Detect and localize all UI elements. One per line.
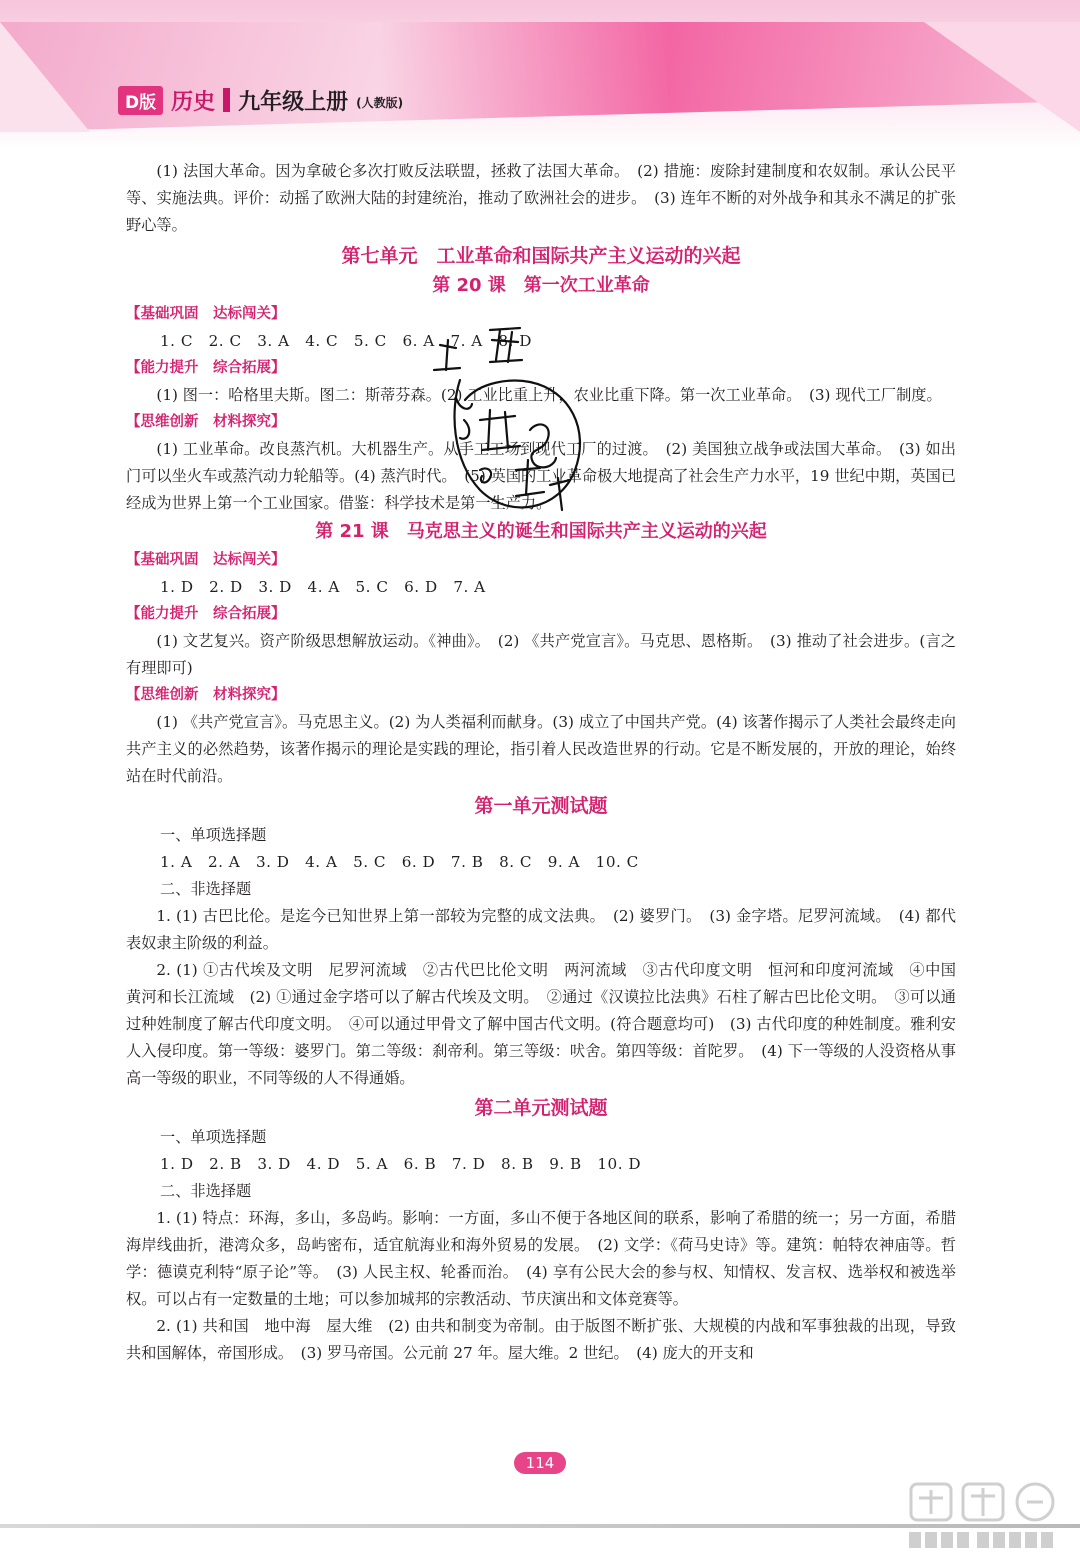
section-tag: 【能力提升 综合拓展】 bbox=[126, 360, 286, 376]
section-tag: 【基础巩固 达标闯关】 bbox=[126, 552, 286, 568]
section-tag: 【思维创新 材料探究】 bbox=[126, 414, 286, 430]
answer-paragraph: (1) 《共产党宣言》。马克思主义。(2) 为人类福利而献身。(3) 成立了中国共产党。(4) 该著作揭示了人类社会最终走向共产主义的必然趋势，该著作揭示的理论是实践的理论，指引着人民改造世界的行动。它是不断发展的，开放的理论，始终站在时代前沿。 bbox=[126, 713, 956, 785]
answer-paragraph: (1) 文艺复兴。资产阶级思想解放运动。《神曲》。 (2) 《共产党宣言》。马克思、恩格斯。 (3) 推动了社会进步。(言之有理即可) bbox=[126, 632, 956, 677]
page-number: 114 bbox=[514, 1452, 566, 1474]
header-banner bbox=[0, 0, 1080, 150]
handwritten-watermark bbox=[420, 320, 600, 540]
answer-paragraph: (1) 图一：哈格里夫斯。图二：斯蒂芬森。(2) 工业比重上升，农业比重下降。第一次工业革命。 (3) 现代工厂制度。 bbox=[156, 386, 942, 404]
question-section-label: 二、非选择题 bbox=[160, 1182, 252, 1200]
test-title: 第一单元测试题 bbox=[474, 795, 608, 817]
answer-key-row: 1. D 2. B 3. D 4. D 5. A 6. B 7. D 8. B 9. B 10. D bbox=[160, 1155, 642, 1173]
answer-paragraph: (1) 法国大革命。因为拿破仑多次打败反法联盟，拯救了法国大革命。 (2) 措施：废除封建制度和农奴制。承认公民平等、实施法典。评价：动摇了欧洲大陆的封建统治，推动了欧洲社会的进步。 (3) 连年不断的对外战争和其永不满足的扩张野心等。 bbox=[126, 162, 956, 234]
unit-title: 第七单元 工业革命和国际共产主义运动的兴起 bbox=[341, 245, 741, 267]
question-section-label: 二、非选择题 bbox=[160, 880, 252, 898]
version-label: (人教版) bbox=[356, 95, 404, 110]
answer-paragraph: 1. (1) 特点：环海，多山，多岛屿。影响：一方面，多山不便于各地区间的联系，影响了希腊的统一；另一方面，希腊海岸线曲折，港湾众多，岛屿密布，适宜航海业和海外贸易的发展。 (2) 文学：《荷马史诗》等。建筑：帕特农神庙等。哲学：德谟克利特“原子论”等。 (3) 人民主权、轮番而治。 (4) 享有公民大会的参与权、知情权、发言权、选举权和被选举权。可以占有一定数量的土地；可以参加城邦的宗教活动、节庆演出和文体竞赛等。 bbox=[126, 1209, 956, 1308]
answer-paragraph: 2. (1) ①古代埃及文明 尼罗河流域 ②古代巴比伦文明 两河流域 ③古代印度文明 恒河和印度河流域 ④中国 黄河和长江流域 (2) ①通过金字塔可以了解古代埃及文明。 ②通过《汉谟拉比法典》石柱了解古巴比伦文明。 ③可以通过种姓制度了解古代印度文明。 ④可以通过甲骨文了解中国古代文明。(符合题意均可) (3) 古代印度的种姓制度。雅利安人入侵印度。第一等级：婆罗门。第二等级：刹帝利。第三等级：吠舍。第四等级：首陀罗。 (4) 下一等级的人没资格从事高一等级的职业，不同等级的人不得通婚。 bbox=[126, 961, 972, 1087]
brand-divider bbox=[223, 88, 230, 112]
section-tag: 【能力提升 综合拓展】 bbox=[126, 606, 286, 622]
lesson-title: 第 20 课 第一次工业革命 bbox=[432, 275, 650, 296]
header-stripe bbox=[0, 22, 1080, 132]
lesson-title: 第 21 课 马克思主义的诞生和国际共产主义运动的兴起 bbox=[315, 521, 767, 542]
answer-key-row: 1. C 2. C 3. A 4. C 5. C 6. A 7. A 8. D bbox=[160, 332, 532, 350]
grade-label: 九年级上册 bbox=[238, 89, 349, 115]
question-section-label: 一、单项选择题 bbox=[160, 826, 267, 844]
subject-label: 历史 bbox=[171, 89, 216, 115]
edition-badge: D版 bbox=[118, 86, 163, 115]
test-title: 第二单元测试题 bbox=[474, 1097, 608, 1119]
book-brand bbox=[118, 86, 403, 114]
answer-key-row: 1. D 2. D 3. D 4. A 5. C 6. D 7. A bbox=[160, 578, 486, 596]
section-tag: 【基础巩固 达标闯关】 bbox=[126, 306, 286, 322]
site-logo-watermark bbox=[905, 1478, 1065, 1554]
answer-paragraph: 2. (1) 共和国 地中海 屋大维 (2) 由共和制变为帝制。由于版图不断扩张、大规模的内战和军事独裁的出现，导致共和国解体，帝国形成。 (3) 罗马帝国。公元前 27 年。屋大维。2 世纪。 (4) 庞大的开支和 bbox=[126, 1317, 956, 1362]
question-section-label: 一、单项选择题 bbox=[160, 1128, 267, 1146]
answer-paragraph: 1. (1) 古巴比伦。是迄今已知世界上第一部较为完整的成文法典。 (2) 婆罗门。 (3) 金字塔。尼罗河流域。 (4) 都代表奴隶主阶级的利益。 bbox=[126, 907, 956, 952]
section-tag: 【思维创新 材料探究】 bbox=[126, 687, 286, 703]
answer-key-row: 1. A 2. A 3. D 4. A 5. C 6. D 7. B 8. C 9. A 10. C bbox=[160, 853, 639, 871]
answer-paragraph: (1) 工业革命。改良蒸汽机。大机器生产。从手工工场到现代工厂的过渡。 (2) 美国独立战争或法国大革命。 (3) 如出门可以坐火车或蒸汽动力轮船等。(4) 蒸汽时代。 (5) 英国的工业革命极大地提高了社会生产力水平，19 世纪中期，英国已经成为世界上第一个工业国家。借鉴：科学技术是第一生产力。 bbox=[126, 440, 956, 512]
